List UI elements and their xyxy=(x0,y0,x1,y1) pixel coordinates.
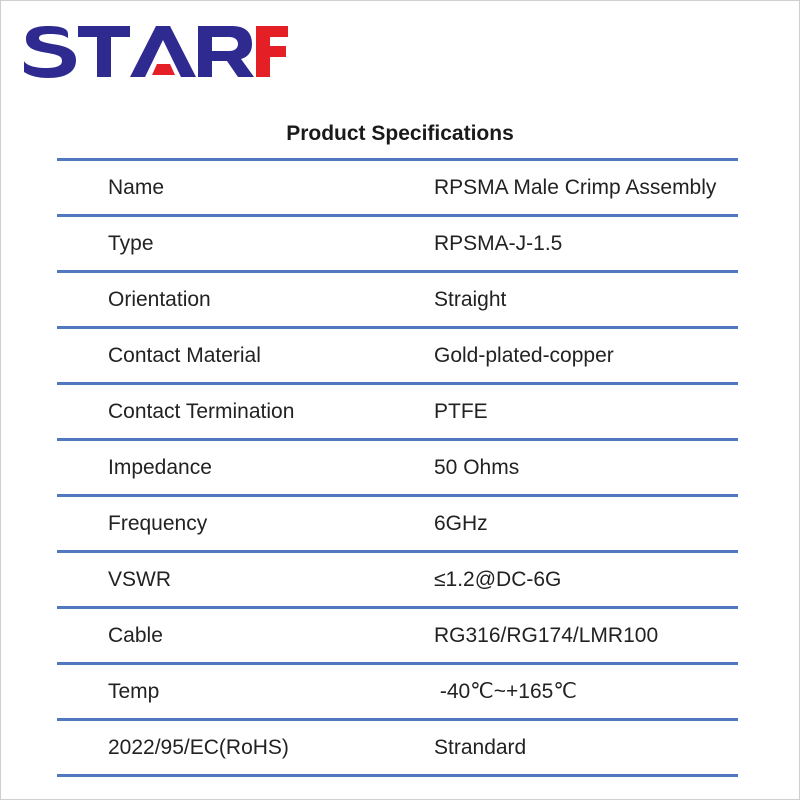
spec-name: Contact Material xyxy=(57,328,434,384)
table-row xyxy=(57,384,738,440)
spec-value: Gold-plated-copper xyxy=(434,328,738,384)
spec-value: PTFE xyxy=(434,384,738,440)
spec-name: 2022/95/EC(RoHS) xyxy=(57,720,434,776)
spec-value: -40℃~+165℃ xyxy=(434,664,738,720)
table-row xyxy=(57,664,738,720)
spec-value: 50 Ohms xyxy=(434,440,738,496)
spec-value: Strandard xyxy=(434,720,738,776)
spec-value: 6GHz xyxy=(434,496,738,552)
table-row xyxy=(57,608,738,664)
spec-value: RPSMA-J-1.5 xyxy=(434,216,738,272)
table-row xyxy=(57,328,738,384)
table-row xyxy=(57,552,738,608)
table-row xyxy=(57,720,738,776)
table-row xyxy=(57,272,738,328)
table-row xyxy=(57,496,738,552)
spec-name: VSWR xyxy=(57,552,434,608)
spec-value: RG316/RG174/LMR100 xyxy=(434,608,738,664)
spec-name: Impedance xyxy=(57,440,434,496)
spec-value: RPSMA Male Crimp Assembly xyxy=(434,160,738,216)
spec-name: Type xyxy=(57,216,434,272)
spec-name: Contact Termination xyxy=(57,384,434,440)
spec-name: Orientation xyxy=(57,272,434,328)
page-title: Product Specifications xyxy=(286,122,514,145)
spec-table xyxy=(57,158,738,777)
spec-value: ≤1.2@DC-6G xyxy=(434,552,738,608)
spec-name: Name xyxy=(57,160,434,216)
brand-logo-graphic xyxy=(20,20,290,82)
brand-logo xyxy=(20,20,290,82)
spec-name: Cable xyxy=(57,608,434,664)
spec-name: Temp xyxy=(57,664,434,720)
spec-value: Straight xyxy=(434,272,738,328)
spec-name: Frequency xyxy=(57,496,434,552)
table-row xyxy=(57,440,738,496)
table-row xyxy=(57,160,738,216)
table-row xyxy=(57,216,738,272)
